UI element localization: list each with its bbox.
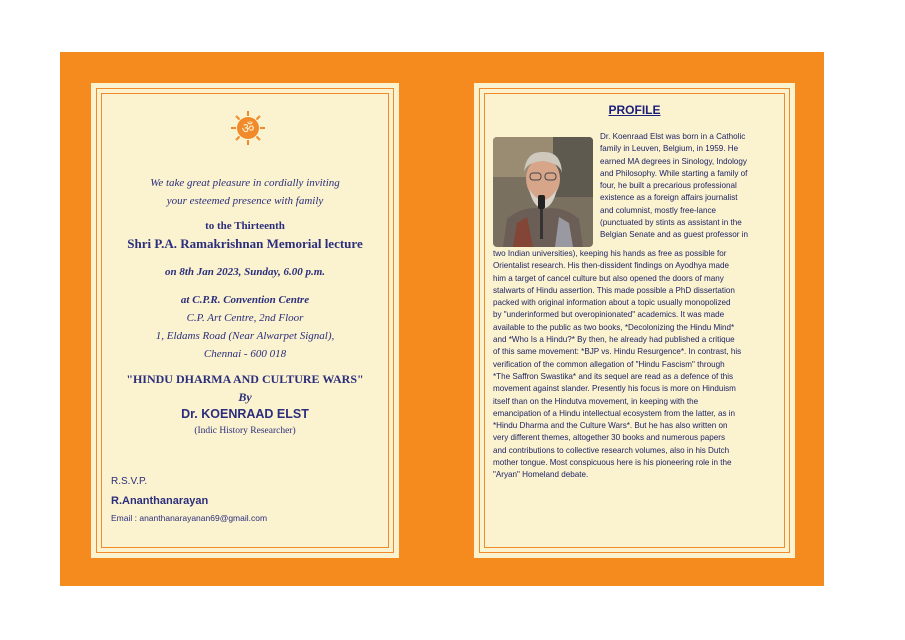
- bio-line: mother tongue. Most conspicuous here is his pioneering role in the: [493, 458, 732, 468]
- bio-line: packed with original information about a topic usually monopolized: [493, 298, 731, 308]
- rsvp-name: R.Ananthanarayan: [111, 495, 209, 507]
- bio-line: four, he built a precarious professional: [600, 181, 737, 191]
- svg-text:ॐ: ॐ: [241, 121, 255, 137]
- bio-line: (punctuated by stints as assistant in the: [600, 218, 742, 228]
- address-line-2: 1, Eldams Road (Near Alwarpet Signal),: [155, 330, 335, 342]
- profile-card: [474, 83, 795, 558]
- bio-line: Dr. Koenraad Elst was born in a Catholic: [600, 132, 746, 141]
- profile-bio-top: [600, 131, 776, 242]
- profile-bio-body: [493, 248, 777, 482]
- rsvp-email[interactable]: Email : ananthanarayanan69@gmail.com: [111, 513, 268, 523]
- bio-line: and columnist, mostly free-lance: [600, 205, 717, 215]
- address-line-1: C.P. Art Centre, 2nd Floor: [186, 312, 304, 324]
- profile-title: PROFILE: [608, 103, 661, 117]
- address-line-3: Chennai - 600 018: [203, 348, 287, 360]
- bio-line: him a target of cancel culture but also opened the doors of many: [493, 273, 724, 283]
- venue-line: at C.P.R. Convention Centre: [180, 294, 310, 306]
- bio-line: available to the public as two books, *Decolonizing the Hindu Mind*: [493, 322, 735, 332]
- bio-line: *The Saffron Swastika* and its sequel are read as a defence of this: [493, 371, 734, 381]
- bio-line: *Hindu Dharma and the Culture Wars*. But he has also written on: [493, 421, 728, 431]
- bio-line: verification of the common allegation of "Hindu Fascism" through: [493, 359, 725, 369]
- bio-line: "Aryan" Homeland debate.: [493, 470, 589, 480]
- bio-line: stalwarts of Hindu assertion. This made possible a PhD dissertation: [493, 285, 735, 295]
- lecture-title: Shri P.A. Ramakrishnan Memorial lecture: [127, 236, 363, 251]
- to-the-line: to the Thirteenth: [205, 220, 285, 232]
- rsvp-label: R.S.V.P.: [111, 476, 148, 487]
- bio-line: family in Leuven, Belgium, in 1959. He: [600, 144, 739, 154]
- lecture-topic: "HINDU DHARMA AND CULTURE WARS": [126, 372, 364, 386]
- greeting-line-1: We take great pleasure in cordially inviting: [150, 177, 340, 189]
- invitation-sheet: [60, 52, 824, 586]
- invitation-card: [91, 83, 399, 558]
- by-label: By: [238, 390, 252, 404]
- bio-line: of this same movement: *BJP vs. Hindu Resurgence*. In contrast, his: [493, 347, 742, 357]
- bio-line: itself than on the Hindutva movement, in keeping with the: [493, 396, 699, 406]
- speaker-name: Dr. KOENRAAD ELST: [181, 407, 309, 421]
- bio-line: Belgian Senate and as guest professor in: [600, 230, 749, 240]
- bio-line: movement against slander. Presently his focus is more on Hinduism: [493, 384, 736, 394]
- event-datetime: on 8th Jan 2023, Sunday, 6.00 p.m.: [164, 266, 326, 278]
- bio-line: and contributions to collective research volumes, also in his Dutch: [493, 445, 730, 455]
- bio-line: and Philosophy. While starting a family of: [600, 168, 748, 178]
- speaker-photo: [493, 137, 593, 247]
- om-icon: [230, 110, 266, 146]
- bio-line: emancipation of a Hindu intellectual ecosystem from the latter, as in: [493, 408, 736, 418]
- bio-line: by "underinformed but overopinionated" academics. It was made: [493, 310, 725, 320]
- bio-line: Orientalist research. His then-dissident findings on Ayodhya made: [493, 261, 730, 271]
- speaker-role: (Indic History Researcher): [194, 426, 296, 436]
- bio-line: earned MA degrees in Sinology, Indology: [600, 156, 747, 166]
- bio-line: two Indian universities), keeping his hands as free as possible for: [493, 249, 727, 258]
- bio-line: and *Who Is a Hindu?* By then, he already had published a critique: [493, 335, 735, 345]
- bio-line: existence as a foreign affairs journalist: [600, 193, 738, 203]
- greeting-line-2: your esteemed presence with family: [166, 195, 324, 207]
- bio-line: very different themes, altogether 30 books and numerous papers: [493, 433, 726, 443]
